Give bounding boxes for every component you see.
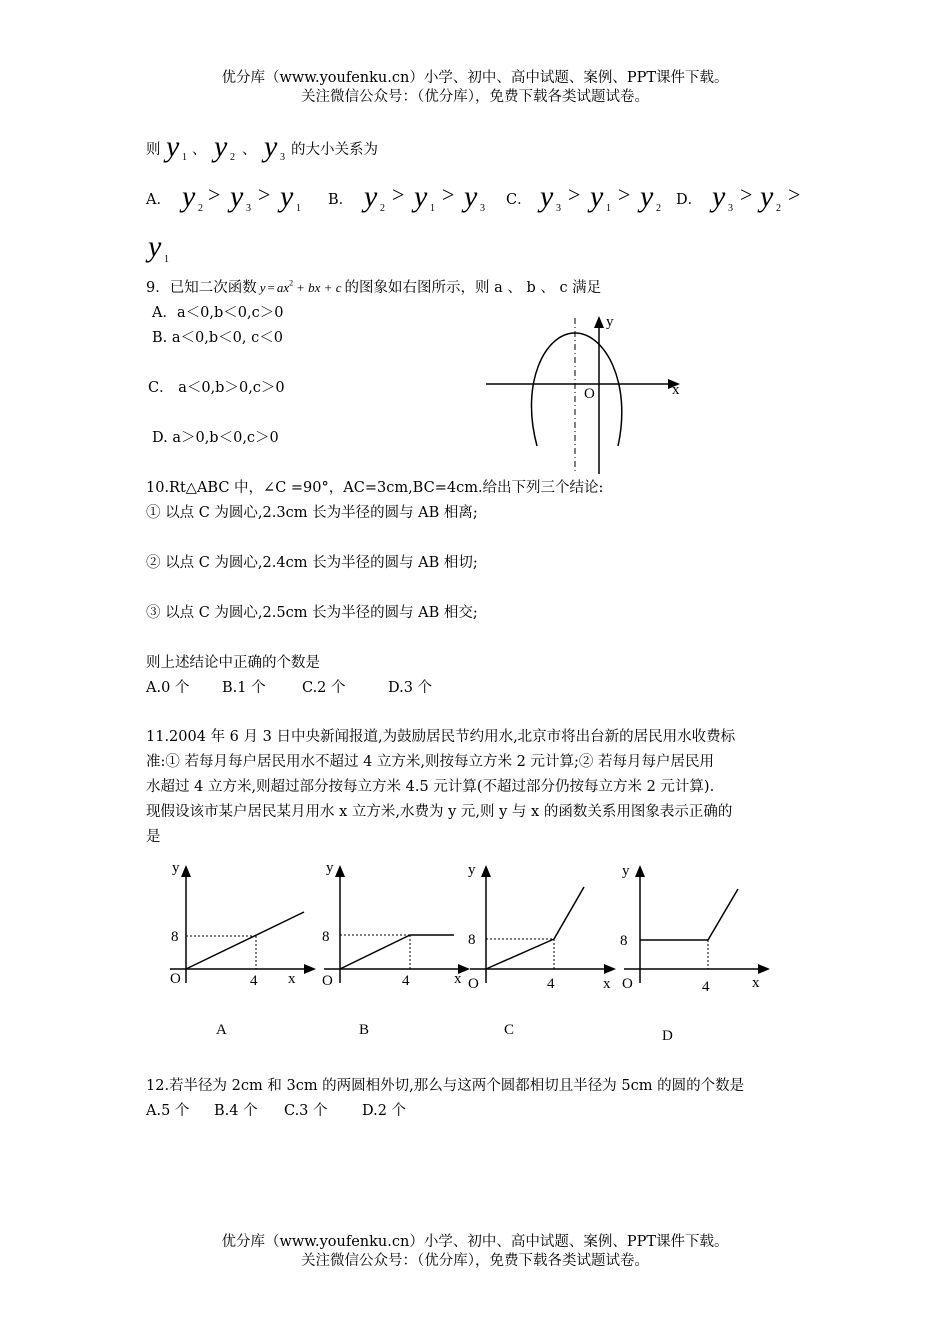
q9-option-c: C． a＜0,b＞0,c＞0 xyxy=(148,380,285,396)
q9-formula-sup: 2 xyxy=(289,278,294,288)
q8-a-y: y xyxy=(280,180,294,213)
q11-graph-c xyxy=(460,855,620,995)
q8-a-gt: > xyxy=(208,182,221,207)
q10-item-3: ③ 以点 C 为圆心,2.5cm 长为半径的圆与 AB 相交; xyxy=(146,605,478,621)
graph-d-line-2 xyxy=(708,889,738,940)
q8-c-gt: > xyxy=(618,182,631,207)
q10-option-b: B.1 个 xyxy=(222,680,266,696)
graph-d-x-tick: 4 xyxy=(702,979,710,995)
graph-b-line-1 xyxy=(340,935,410,969)
q8-suffix: 的大小关系为 xyxy=(291,142,378,158)
graph-a-y-arrow xyxy=(181,865,191,877)
graph-b-x-label: x xyxy=(454,971,462,987)
q8-a-sub: 2 xyxy=(198,203,203,214)
q8-c-y: y xyxy=(640,180,654,213)
q9-y-arrow xyxy=(594,316,604,328)
graph-a-x-label: x xyxy=(288,971,296,987)
q9-parabola-graph xyxy=(480,308,690,478)
graph-d-x-arrow xyxy=(758,964,770,974)
q8-d-sub: 3 xyxy=(728,203,733,214)
q9-stem xyxy=(146,276,601,296)
q11-line-2: 准:① 若每月每户居民用水不超过 4 立方米,则按每立方米 2 元计算;② 若每月每户居民用 xyxy=(146,754,714,770)
q12-option-b: B.4 个 xyxy=(214,1103,258,1119)
header-line-1: 优分库（www.youfenku.cn）小学、初中、高中试题、案例、PPT课件下载。 xyxy=(221,70,729,86)
q8-b-y: y xyxy=(364,180,378,213)
q10-item-1: ① 以点 C 为圆心,2.3cm 长为半径的圆与 AB 相离; xyxy=(146,505,478,521)
graph-d-origin: O xyxy=(622,976,633,992)
graph-b-y-tick: 8 xyxy=(322,929,330,945)
footer-line-1: 优分库（www.youfenku.cn）小学、初中、高中试题、案例、PPT课件下载。 xyxy=(221,1234,729,1250)
q8-b-y: y xyxy=(414,180,428,213)
graph-d-x-label: x xyxy=(752,975,760,991)
q10-question: 则上述结论中正确的个数是 xyxy=(146,655,320,671)
q11-graph-b-label: B xyxy=(359,1022,370,1038)
graph-c-line-2 xyxy=(554,887,584,939)
q8-b-gt: > xyxy=(442,182,455,207)
q9-y-label: y xyxy=(606,314,614,330)
q9-stem-post: 的图象如右图所示，则 a 、 b 、 c 满足 xyxy=(344,280,602,296)
q8-a-gt: > xyxy=(258,182,271,207)
graph-a-line xyxy=(186,912,304,969)
q8-option-b-label: B． xyxy=(328,192,354,208)
q8-b-gt: > xyxy=(392,182,405,207)
q11-graph-d xyxy=(614,855,774,995)
q8-d-y: y xyxy=(712,180,726,213)
q9-formula-y: y xyxy=(259,280,266,295)
q12-stem: 12.若半径为 2cm 和 3cm 的两圆相外切,那么与这两个圆都相切且半径为 5cm 的圆的个数是 xyxy=(146,1078,745,1094)
q11-graph-b xyxy=(314,855,474,995)
q8-b-sub: 3 xyxy=(480,203,485,214)
q9-x-label: x xyxy=(672,382,680,398)
q9-option-d: D. a＞0,b＜0,c＞0 xyxy=(152,430,279,446)
q8-y1: y xyxy=(166,130,180,163)
q8-y3-sub: 3 xyxy=(280,152,285,163)
q8-option-d-label: D． xyxy=(676,192,703,208)
header-line-2: 关注微信公众号：（优分库），免费下载各类试题试卷。 xyxy=(301,89,649,105)
graph-b-x-tick: 4 xyxy=(402,973,410,989)
q8-prefix: 则 xyxy=(146,142,161,158)
graph-c-y-arrow xyxy=(481,865,491,877)
q8-d-y: y xyxy=(148,230,162,263)
q11-graph-d-label: D xyxy=(662,1028,673,1044)
graph-c-x-tick: 4 xyxy=(547,976,555,992)
graph-c-y-label: y xyxy=(468,862,476,878)
q8-c-y: y xyxy=(590,180,604,213)
q8-y2-sub: 2 xyxy=(230,152,235,163)
q11-line-4: 现假设该市某户居民某月用水 x 立方米,水费为 y 元,则 y 与 x 的函数关系用图象表示正确的 xyxy=(146,804,733,820)
q8-d-gt: > xyxy=(788,182,801,207)
q8-y1-sub: 1 xyxy=(182,152,187,163)
q8-option-c-label: C． xyxy=(506,192,532,208)
graph-b-y-arrow xyxy=(335,865,345,877)
graph-a-y-tick: 8 xyxy=(171,929,179,945)
q10-option-a: A.0 个 xyxy=(146,680,190,696)
graph-a-x-tick: 4 xyxy=(250,973,258,989)
q9-parabola-curve xyxy=(531,333,621,446)
q8-sep-2: 、 xyxy=(242,142,257,158)
q8-option-a-label: A． xyxy=(146,192,171,208)
q11-line-1: 11.2004 年 6 月 3 日中央新闻报道,为鼓励居民节约用水,北京市将出台新的居民用水收费标 xyxy=(146,729,736,745)
q11-line-5: 是 xyxy=(146,829,161,845)
q8-c-sub: 3 xyxy=(556,203,561,214)
graph-d-y-label: y xyxy=(622,863,630,879)
q11-graph-a-label: A xyxy=(216,1022,227,1038)
graph-d-y-arrow xyxy=(635,865,645,877)
graph-c-line-1 xyxy=(486,939,554,969)
q8-c-gt: > xyxy=(568,182,581,207)
q9-stem-pre: 9．已知二次函数 xyxy=(146,280,257,296)
q10-option-d: D.3 个 xyxy=(388,680,433,696)
q11-graph-a xyxy=(160,855,320,995)
q8-d-y: y xyxy=(760,180,774,213)
q9-formula-ax: ax xyxy=(276,280,290,295)
graph-c-y-tick: 8 xyxy=(468,932,476,948)
q8-d-gt: > xyxy=(740,182,753,207)
q9-formula-eq: = xyxy=(267,280,275,295)
q11-graph-c-label: C xyxy=(504,1022,515,1038)
q8-y3: y xyxy=(264,130,278,163)
q8-a-y: y xyxy=(182,180,196,213)
q10-item-2: ② 以点 C 为圆心,2.4cm 长为半径的圆与 AB 相切; xyxy=(146,555,478,571)
q9-option-a: A．a＜0,b＜0,c＞0 xyxy=(152,305,284,321)
graph-d-y-tick: 8 xyxy=(620,933,628,949)
q8-d-sub: 1 xyxy=(164,254,169,265)
graph-b-origin: O xyxy=(322,973,333,989)
q10-option-c: C.2 个 xyxy=(302,680,346,696)
q8-c-sub: 1 xyxy=(606,203,611,214)
q12-option-d: D.2 个 xyxy=(362,1103,407,1119)
q8-a-y: y xyxy=(230,180,244,213)
q8-b-sub: 1 xyxy=(430,203,435,214)
footer-line-2: 关注微信公众号：（优分库），免费下载各类试题试卷。 xyxy=(301,1253,649,1269)
q8-b-sub: 2 xyxy=(380,203,385,214)
q8-b-y: y xyxy=(464,180,478,213)
q8-c-y: y xyxy=(540,180,554,213)
q8-options xyxy=(146,180,826,220)
q12-option-c: C.3 个 xyxy=(284,1103,328,1119)
graph-a-origin: O xyxy=(170,971,181,987)
graph-b-y-label: y xyxy=(326,860,334,876)
q8-sep-1: 、 xyxy=(192,142,207,158)
q9-origin-label: O xyxy=(584,386,595,402)
q8-a-sub: 3 xyxy=(246,203,251,214)
graph-c-origin: O xyxy=(468,976,479,992)
q9-option-b: B. a＜0,b＜0, c＜0 xyxy=(152,330,283,346)
q10-stem: 10.Rt△ABC 中，∠C =90°，AC=3cm,BC=4cm.给出下列三个结论: xyxy=(146,480,604,496)
q8-y2: y xyxy=(214,130,228,163)
graph-c-x-label: x xyxy=(603,976,611,992)
q8-d-sub: 2 xyxy=(776,203,781,214)
q11-line-3: 水超过 4 立方米,则超过部分按每立方米 4.5 元计算(不超过部分仍按每立方米 2 元计算). xyxy=(146,779,715,795)
q12-option-a: A.5 个 xyxy=(146,1103,190,1119)
q8-a-sub: 1 xyxy=(296,203,301,214)
graph-a-y-label: y xyxy=(172,860,180,876)
q9-formula-bx: + bx + c xyxy=(296,280,342,295)
q8-c-sub: 2 xyxy=(656,203,661,214)
q8-option-d-wrap xyxy=(146,230,186,270)
